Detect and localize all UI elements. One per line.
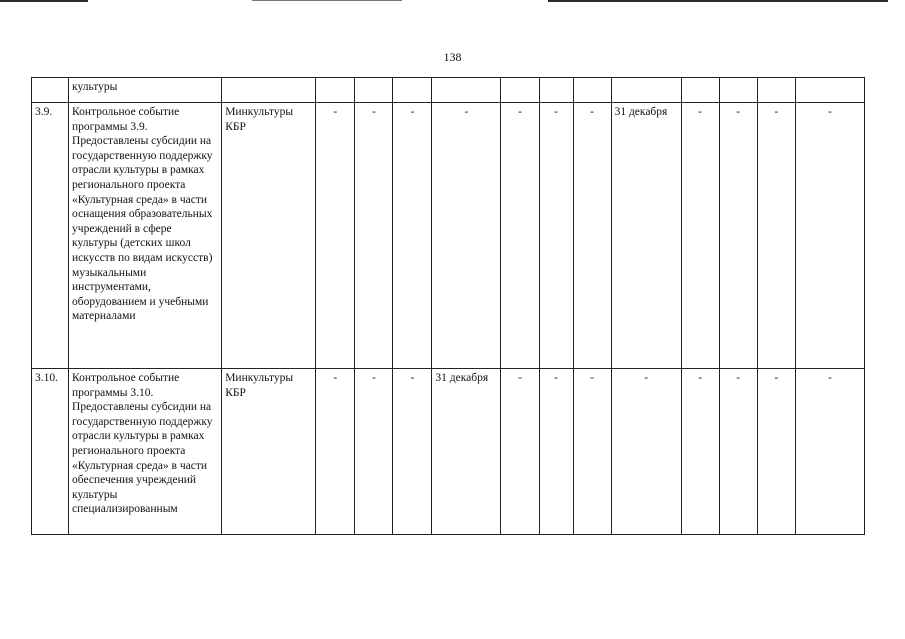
scan-edge-mid [252,0,402,1]
period-cell: - [681,369,719,535]
period-cell [539,78,573,103]
page-number: 138 [443,50,462,64]
row-number [32,78,69,103]
executor: Минкультуры КБР [222,103,316,369]
period-cell: - [573,103,611,369]
period-cell: - [757,103,795,369]
executor: Минкультуры КБР [222,369,316,535]
period-cell: - [681,103,719,369]
period-cell [316,78,355,103]
period-cell [501,78,539,103]
period-cell-date: 31 декабря [611,103,681,369]
period-cell: - [795,369,864,535]
period-cell: - [573,369,611,535]
period-cell: - [719,103,757,369]
event-description: Контрольное событие программы 3.10. Предоставлены субсидии на государственную поддержку отрасли культуры в рамках регионального проекта «Культурная среда» в части обеспечения учреждений культуры специализированным [69,369,222,535]
period-cell [757,78,795,103]
period-cell: - [355,103,393,369]
period-cell [611,78,681,103]
period-cell: - [539,103,573,369]
period-cell [573,78,611,103]
scan-edge-left [0,0,88,2]
period-cell: - [795,103,864,369]
period-cell: - [539,369,573,535]
row-number: 3.10. [32,369,69,535]
period-cell [393,78,432,103]
period-cell [432,78,501,103]
period-cell [719,78,757,103]
period-cell: - [432,103,501,369]
table-row [32,103,865,369]
period-cell [355,78,393,103]
row-number: 3.9. [32,103,69,369]
table-row [32,78,865,103]
period-cell: - [316,369,355,535]
event-description: Контрольное событие программы 3.9. Предоставлены субсидии на государственную поддержку отрасли культуры в рамках регионального проекта «Культурная среда» в части оснащения образовательных учреждений в сфере культуры (детских школ искусств по видам искусств) музыкальными инструментами, оборудованием и учебными материалами [69,103,222,369]
scan-edge-right [548,0,888,2]
period-cell: - [393,103,432,369]
period-cell: - [757,369,795,535]
period-cell-date: 31 декабря [432,369,501,535]
event-description: культуры [69,78,222,103]
period-cell: - [393,369,432,535]
schedule-table [31,77,865,535]
period-cell: - [611,369,681,535]
period-cell: - [355,369,393,535]
period-cell: - [501,103,539,369]
period-cell [681,78,719,103]
period-cell: - [719,369,757,535]
table-row [32,369,865,535]
executor [222,78,316,103]
period-cell: - [501,369,539,535]
period-cell [795,78,864,103]
period-cell: - [316,103,355,369]
